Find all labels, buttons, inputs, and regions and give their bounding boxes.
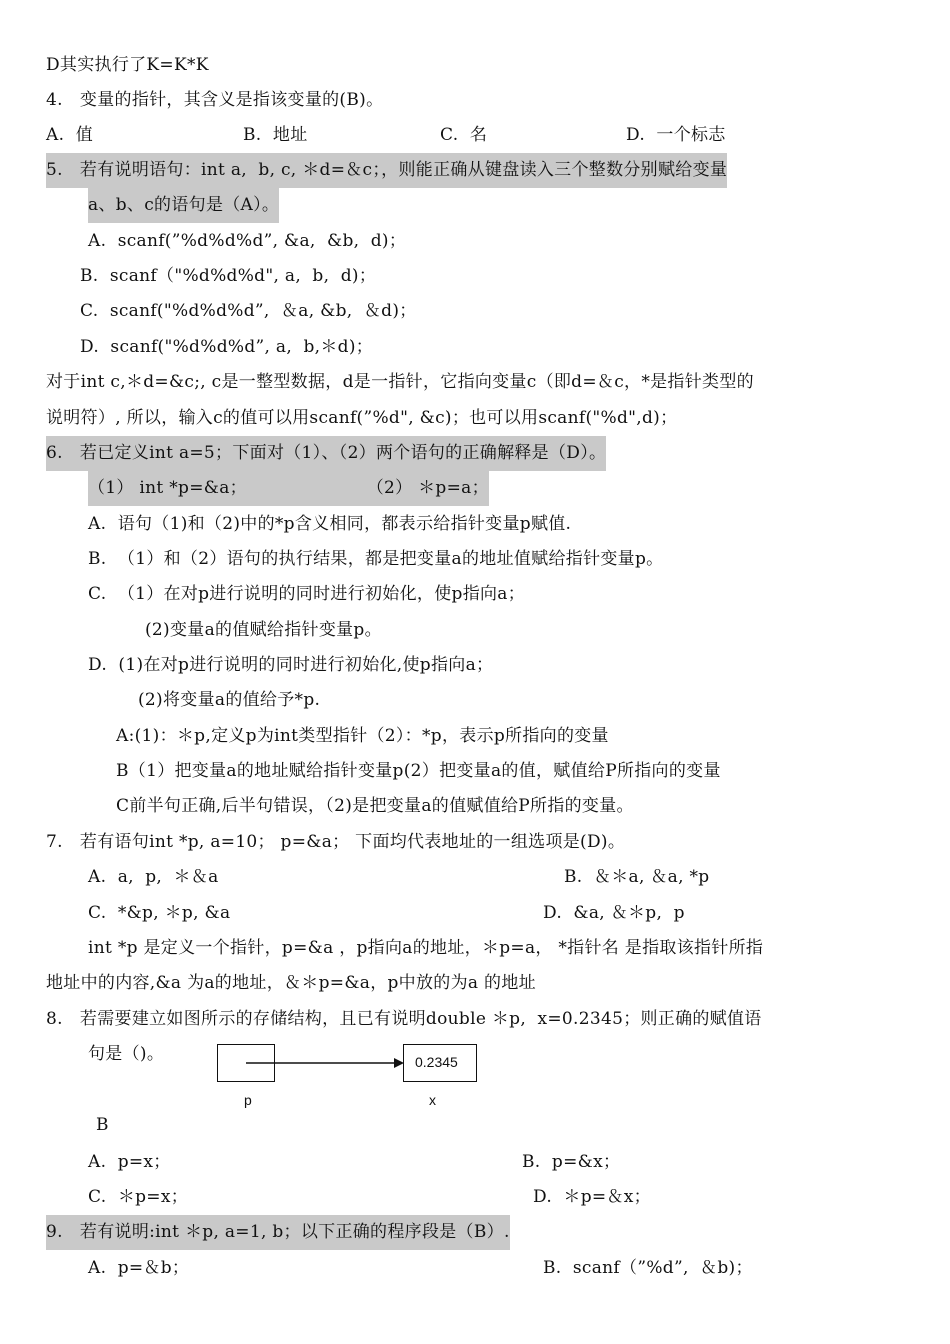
value-box-x [403, 1044, 477, 1082]
text-line: 6. 若已定义int a=5；下面对（1）、（2）两个语句的正确解释是（D）。 [46, 436, 606, 471]
text-line: 4. 变量的指针，其含义是指该变量的(B)。 [46, 90, 384, 110]
text-line: B. scanf（”%d”, ＆b)； [543, 1258, 753, 1278]
text-line: D. (1)在对p进行说明的同时进行初始化,使p指向a； [88, 655, 494, 675]
text-line: B. ＆＊a, ＆a, *p [564, 867, 710, 887]
text-line: B [96, 1115, 109, 1135]
text-line: 8. 若需要建立如图所示的存储结构，且已有说明double ＊p, x=0.2345；则正确的赋值语 [46, 1009, 762, 1029]
text-line: A. scanf(”%d%d%d”, &a, &b, d)； [88, 231, 407, 251]
text-line: 对于int c,＊d=&c;, c是一整型数据，d是一指针，它指向变量c（即d=＆c，*是指针类型的 [46, 372, 754, 392]
text-line: (2)将变量a的值给予*p. [138, 690, 321, 710]
text-line: int *p 是定义一个指针，p=&a ，p指向a的地址，＊p=a， *指针名 是指取该指针所指 [88, 938, 764, 958]
label-p: p [244, 1092, 252, 1108]
text-line: 5. 若有说明语句：int a, b, c, ＊d=＆c；，则能正确从键盘读入三个整数分别赋给变量 [46, 153, 727, 188]
text-line: C. *&p, ＊p, &a [88, 903, 231, 923]
text-line: A. p=＆b； [88, 1258, 190, 1278]
text-line: D. 一个标志 [626, 125, 726, 145]
value-box-text: 0.2345 [415, 1054, 458, 1070]
text-line: A. a, p, ＊＆a [88, 867, 219, 887]
text-line: D其实执行了K=K*K [46, 55, 209, 75]
text-line: C. ＊p=x； [88, 1187, 189, 1207]
text-line: 9. 若有说明:int ＊p, a=1, b；以下正确的程序段是（B）. [46, 1215, 510, 1250]
text-line: 说明符）, 所以，输入c的值可以用scanf(”%d", &c)；也可以用scanf("%d",d)； [46, 408, 678, 428]
text-line: （1） int *p=&a； （2） ＊p=a； [88, 471, 489, 506]
label-x: x [429, 1092, 436, 1108]
text-line: 句是（)。 [88, 1044, 165, 1064]
text-line: 地址中的内容,&a 为a的地址，＆＊p=&a，p中放的为a 的地址 [46, 973, 536, 993]
text-line: B. （1）和（2）语句的执行结果，都是把变量a的地址值赋给指针变量p。 [88, 549, 664, 569]
text-line: A:(1)：＊p,定义p为int类型指针（2）：*p，表示p所指向的变量 [116, 726, 609, 746]
text-line: D. scanf("%d%d%d”, a, b,＊d)； [80, 337, 374, 357]
text-line: D. &a, ＆＊p, p [543, 903, 685, 923]
text-line: C. 名 [440, 125, 488, 145]
text-line: a、b、c的语句是（A）。 [88, 188, 279, 223]
text-line: A. 语句（1)和（2)中的*p含义相同，都表示给指针变量p赋值. [88, 514, 572, 534]
text-line: A. p=x； [88, 1152, 171, 1172]
text-line: C前半句正确,后半句错误，（2)是把变量a的值赋值给P所指的变量。 [116, 796, 634, 816]
text-line: C. （1）在对p进行说明的同时进行初始化，使p指向a； [88, 584, 526, 604]
text-line: (2)变量a的值赋给指针变量p。 [145, 620, 382, 640]
text-line: A. 值 [46, 125, 93, 145]
text-line: B. 地址 [243, 125, 308, 145]
text-line: B（1）把变量a的地址赋给指针变量p(2）把变量a的值，赋值给P所指向的变量 [116, 761, 721, 781]
text-line: 7. 若有语句int *p, a=10； p=&a； 下面均代表地址的一组选项是(D)。 [46, 832, 626, 852]
text-line: C. scanf("%d%d%d”, ＆a, &b, ＆d)； [80, 301, 417, 321]
text-line: D. ＊p=＆x； [533, 1187, 651, 1207]
text-line: B. scanf（"%d%d%d", a, b, d)； [80, 266, 377, 286]
text-line: B. p=&x； [522, 1152, 621, 1172]
